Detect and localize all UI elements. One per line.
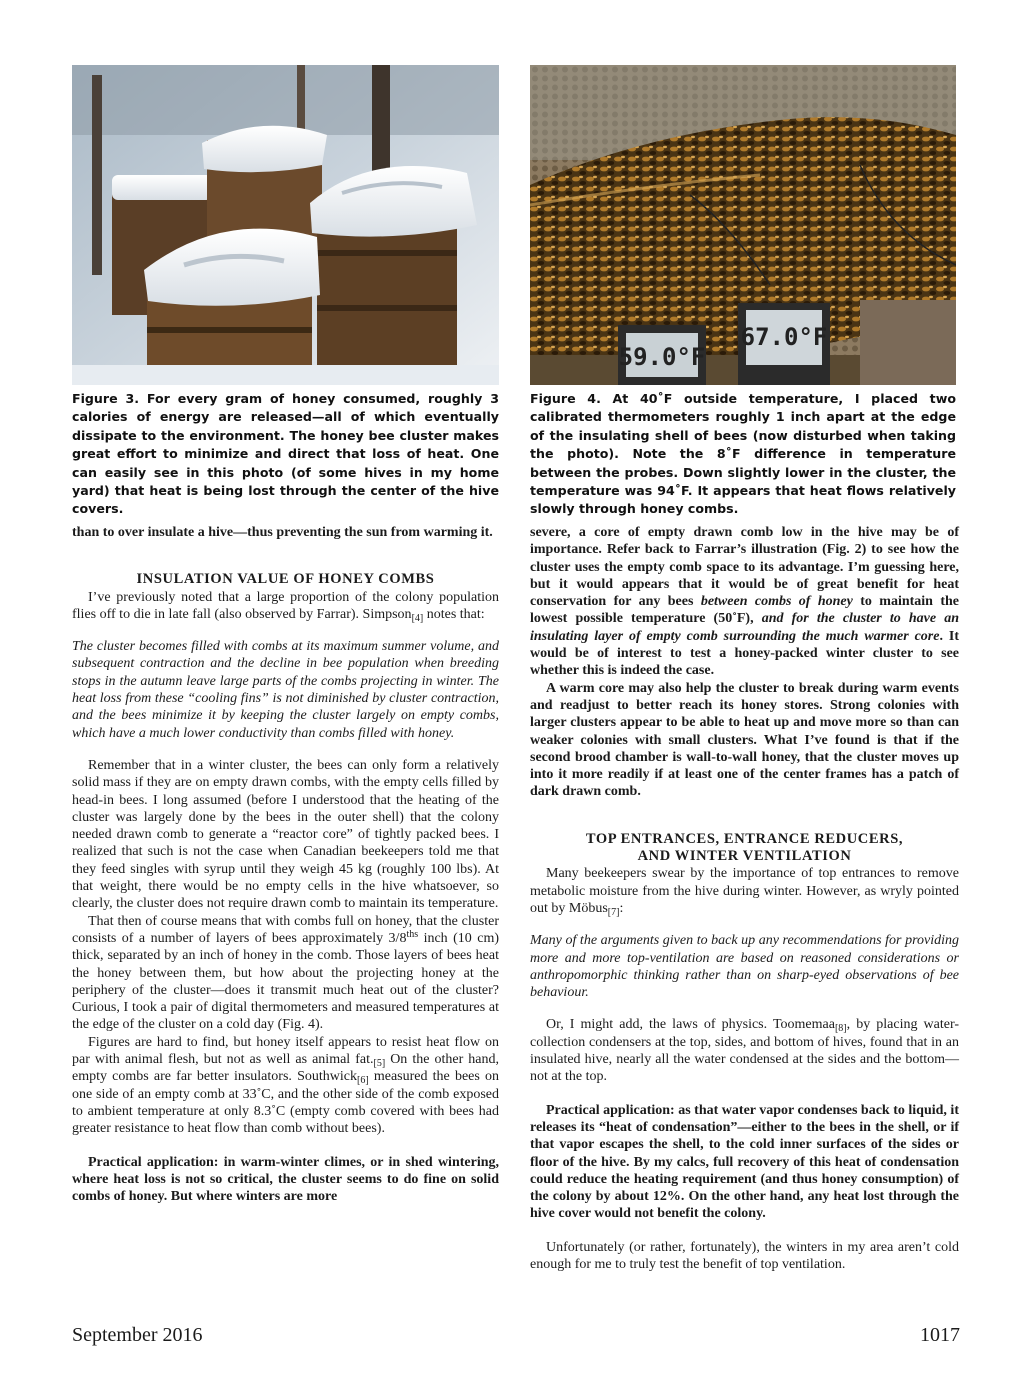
paragraph-warm-core: severe, a core of empty drawn comb low in the hive may be of importance. Refer back to Farrar’s illustration (Fig. 2) to see how the cluster uses the empty comb space to its advantage. I’m guessing here, but it would appears that it would be of great benefit for heat conservation for any bees between combs of honey to maintain the lowest possible temperature (50˚F), and for the cluster to have an insulating layer of empty comb surrounding the much warmer core. It would be of interest to test a honey-packed winter cluster to see whether this is indeed the case. [530,525,960,679]
figure-3-caption: Figure 3. For every gram of honey consumed, roughly 3 calories of energy are released—all of which eventually dissipate to the environment. The honey bee cluster makes great effort to minimize and direct that loss of heat. One can easily see in this photo (of some hives in my home yard) that heat is being lost through the center of the hive covers. [72,391,499,517]
reference-8: [8] [834,1023,847,1035]
thermometer-left-reading: 59.0°F [618,343,706,371]
simpson-quote: The cluster becomes filled with combs at its maximum summer volume, and subsequent contraction and the decline in bee population when breeding stops in the autumn leave large parts of the combs projecting in winter. The heat loss from these “cooling fins” is not diminished by cluster contraction, and the bees minimize it by keeping the cluster largely on empty combs, which have a much lower conductivity than combs filled with honey. [72,639,499,741]
left-column [72,524,499,1205]
practical-application-2: Practical application: as that water vapor condenses back to liquid, it releases its “heat of condensation”—either to the bees in the shell, or if that vapor escapes the shell, to the cold inner surfaces of the sides or floor of the hive. By my calcs, full recovery of this heat of condensation could reduce the heating requirement (and thus honey consumption) of the colony by about 12%. On the other hand, any heat lost through the hive cover would not benefit the colony. [530,1102,959,1222]
section-heading-ventilation: TOP ENTRANCES, ENTRANCE REDUCERS, AND WINTER VENTILATION [585,830,904,865]
paragraph-cluster-break: A warm core may also help the cluster to break during warm events and readjust to better reach its honey stores. Strong colonies with larger clusters appear to be able to heat up and move more so than can weaker colonies with small clusters. What I’ve found is that if the second brood chamber is wall-to-wall honey, that the cluster moves up into it more readily if at least one of the center frames has a patch of dark drawn comb. [530,680,959,800]
ths-superscript: ths [406,928,419,940]
paragraph-toomemaa: Or, I might add, the laws of physics. Toomemaa$_{[8]}$, by placing water-collection condensers at the top, sides, and bottom of hives, found that in an insulated hive, nearly all the water condensed at the sides and the bottom—not at the top. [530,1017,959,1085]
paragraph-layers: That then of course means that with combs full on honey, that the cluster consists of a number of layers of bees approximately $3/8^{ths}$ inch (10 cm) thick, separated by an inch of honey in the comb. Those layers of bees heat the honey between them, but how about the projecting honey at the periphery of the cluster—does it transmit much heat out of the cluster? Curious, I took a pair of digital thermometers and measured temperatures at the edge of the cluster on a cold day (Fig. 4). [72,913,499,1033]
reference-7: [7] [607,906,620,918]
thermometer-right-reading: 67.0°F [740,323,828,351]
paragraph-figures: Figures are hard to find, but honey itself appears to resist heat flow on par with animal flesh, but not as well as animal $fat._{[5]}$ On the other hand, empty combs are far better insulators. Southwick$_{[6]}$ measured the bees on one side of an empty comb at 33˚C, and the other side of the comb exposed to ambient temperature at only 8.3˚C (empty comb covered with bees had greater resistance to heat flow than comb without bees). [72,1034,500,1137]
footer-date: September 2016 [72,1324,203,1346]
mobus-quote: Many of the arguments given to back up any recommendations for providing more and more top-ventilation are based on reasoned considerations or anthropomorphic thinking rather than on sharp-eyed observations of bee behaviour. [530,933,959,1001]
section-heading-insulation: INSULATION VALUE OF HONEY COMBS [136,571,435,588]
right-column [530,524,959,1273]
reference-4: [4] [411,612,424,624]
figure-4-caption: Figure 4. At 40˚F outside temperature, I placed two calibrated thermometers roughly 1 inch apart at the edge of the insulating shell of bees (now disturbed when taking the photo). Note the 8˚F difference in temperature between the probes. Down slightly lower in the cluster, the temperature was 94˚F. It appears that heat flows relatively slowly through honey combs. [530,391,956,517]
paragraph-winter-cluster: Remember that in a winter cluster, the bees can only form a relatively solid mass if they are on empty drawn combs, with the empty cells filled by head-in bees. I long assumed (before I understood that the heating of the cluster was largely done by the bees in the outer shell) that the colony needed drawn comb to generate a “reactor core” of tightly packed bees. I realized that such is not the case when Canadian beekeepers told me that they feed singles with syrup until they weigh 45 kg (roughly 100 lbs). At that weight, there would be no empty cells in the hive whatsoever, so clearly, the cluster does not require drawn comb to maintain its temperature. [72,757,499,912]
reference-5: [5] [373,1058,386,1070]
practical-application-1: Practical application: in warm-winter climes, or in shed wintering, where heat loss is not so critical, the cluster seems to do fine on solid combs of honey. But where winters are more [72,1154,499,1205]
reference-6: [6] [356,1075,369,1087]
paragraph-simpson: I’ve previously noted that a large proportion of the colony population flies off to die in late fall (also observed by Farrar). Simpson$_{[4]}$ notes that: [72,589,499,624]
figure-4-photo [530,65,956,385]
intro-paragraph: than to over insulate a hive—thus preventing the sun from warming it. [72,525,493,540]
footer-page-number: 1017 [920,1324,960,1346]
paragraph-closing: Unfortunately (or rather, fortunately), the winters in my area aren’t cold enough for me to truly test the benefit of top ventilation. [530,1239,959,1272]
figure-3-photo [72,65,499,385]
paragraph-top-entrances: Many beekeepers swear by the importance of top entrances to remove metabolic moisture from the hive during winter. However, as wryly pointed out by Möbus$_{[7]}$: [530,866,959,918]
